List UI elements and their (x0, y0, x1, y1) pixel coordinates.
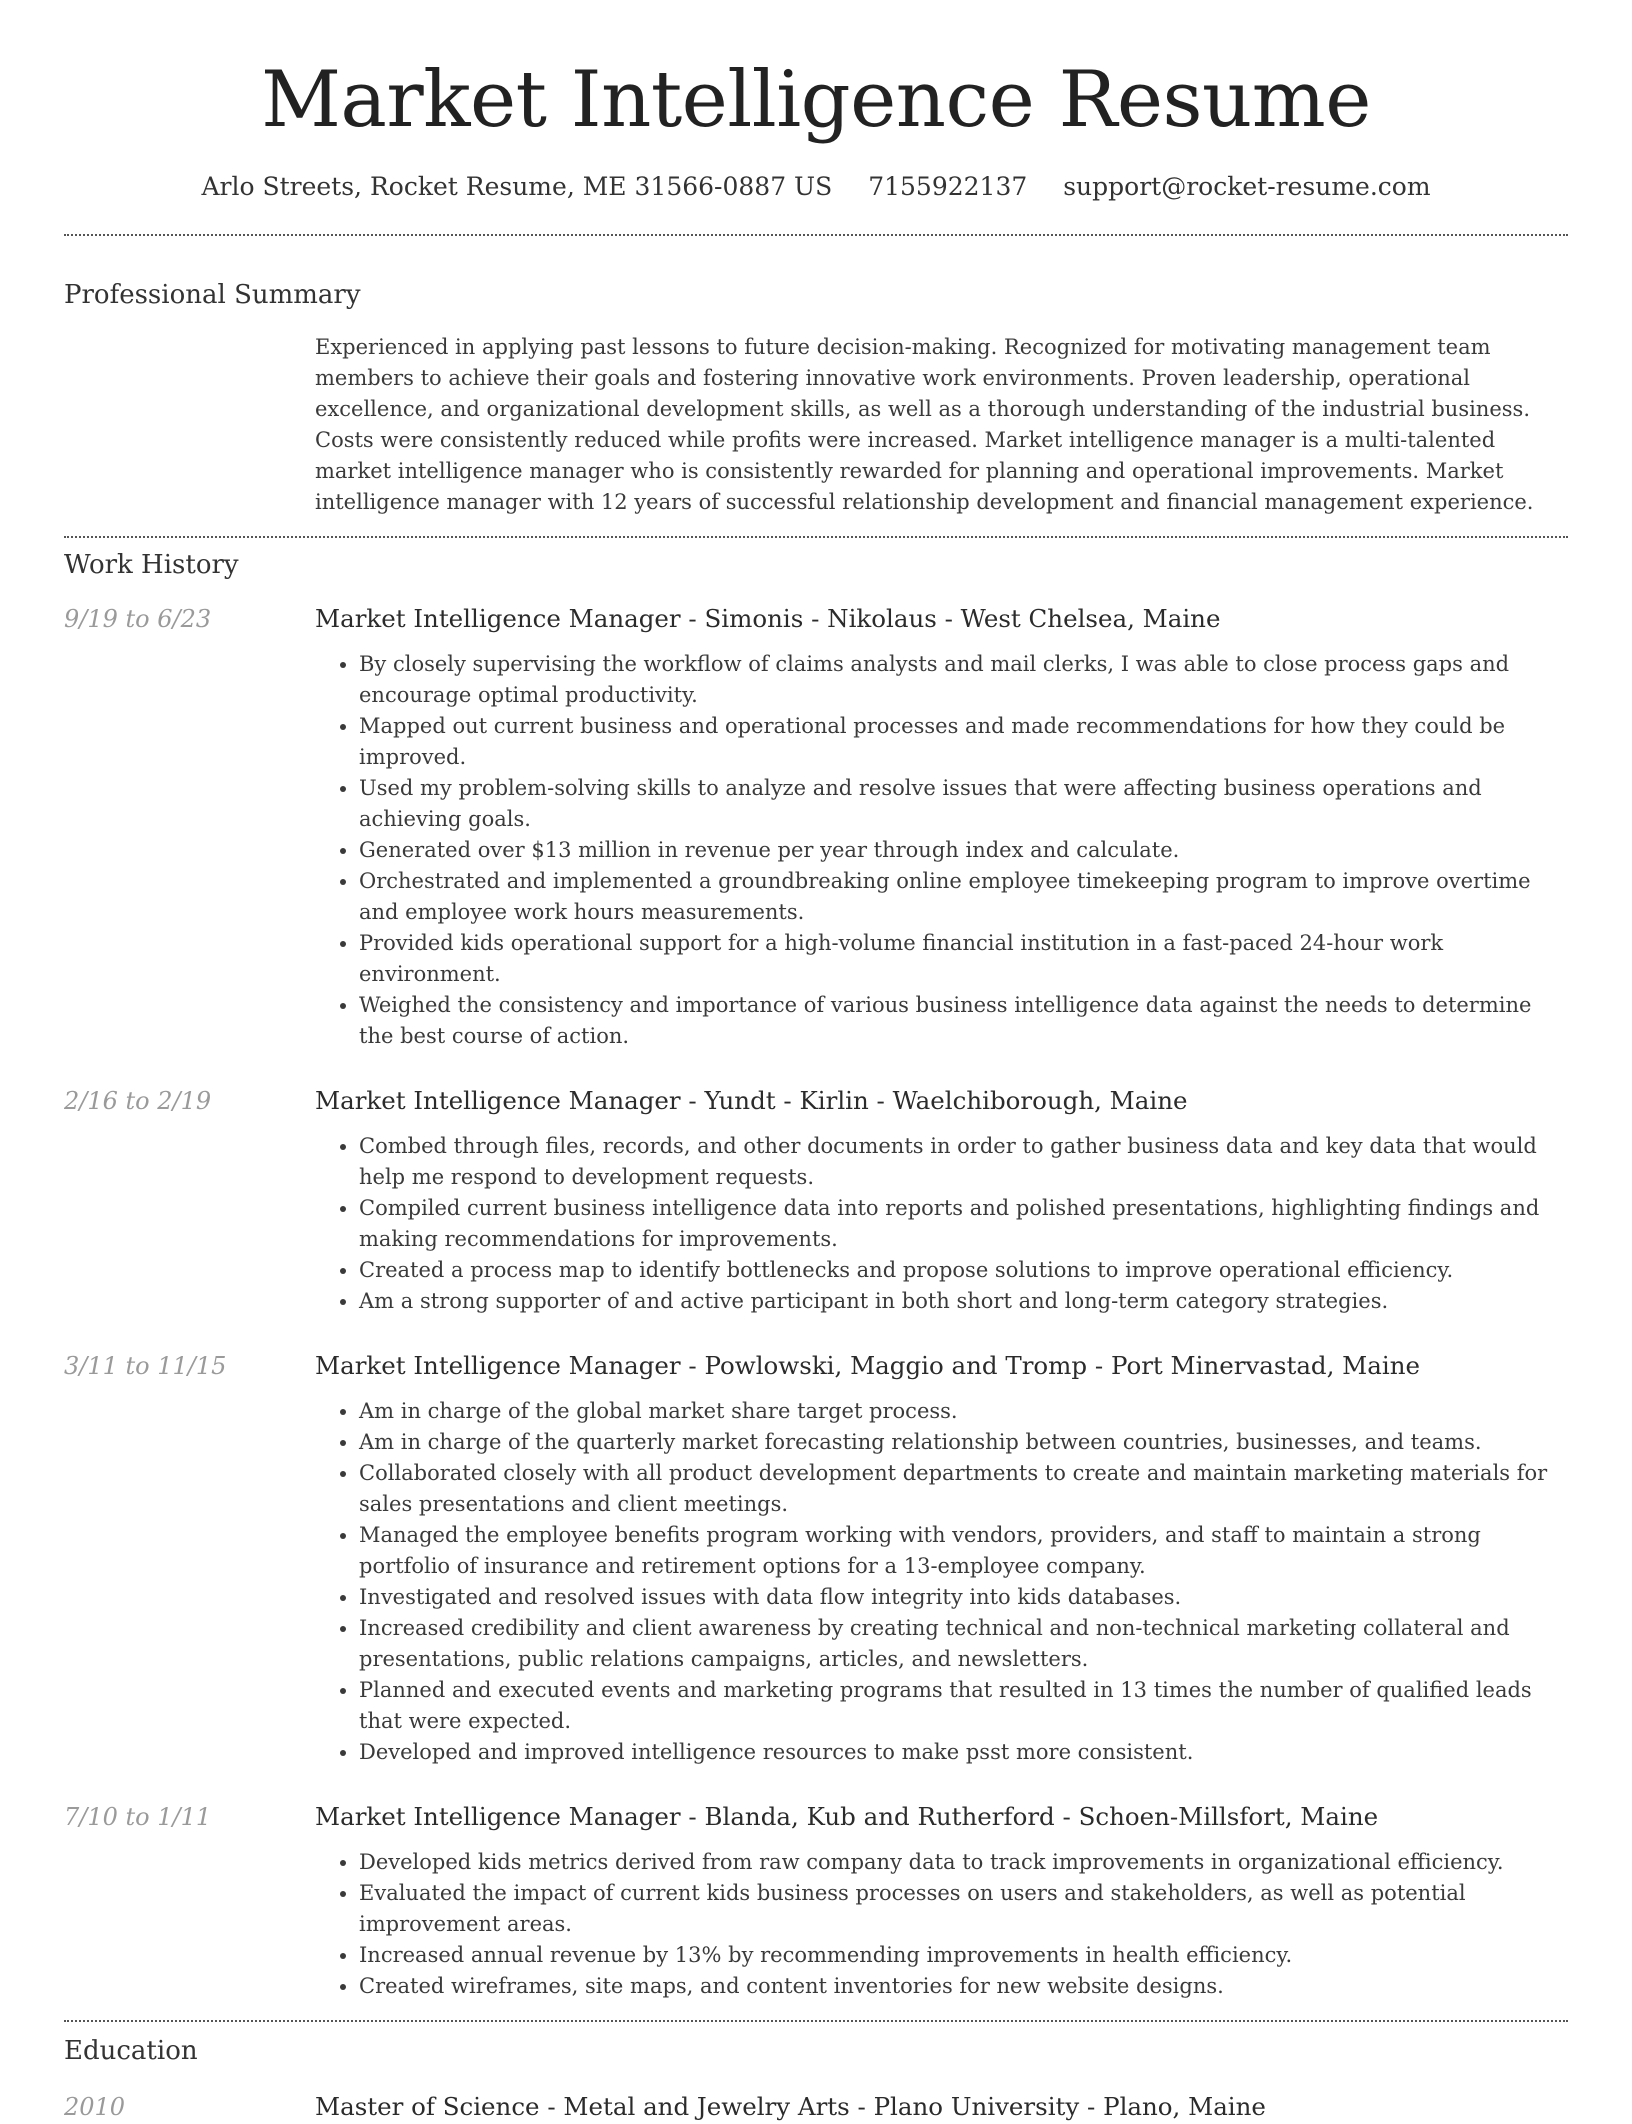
summary-section-title: Professional Summary (64, 280, 361, 310)
job-bullet: • Am a strong supporter of and active participant in both short and long-term category strategies. (359, 1286, 1568, 1317)
section-divider (64, 536, 1568, 538)
job-entry (64, 1084, 1568, 1317)
job-bullet: • Developed kids metrics derived from raw company data to track improvements in organizational efficiency. (359, 1847, 1568, 1878)
section-divider (64, 234, 1568, 236)
job-bullet: • Increased credibility and client awareness by creating technical and non-technical marketing collateral and presentations, public relations campaigns, articles, and newsletters. (359, 1613, 1568, 1675)
education-entry (64, 2090, 1568, 2124)
contact-phone: 7155922137 (868, 172, 1028, 201)
job-body (315, 1084, 1568, 1317)
job-bullet: • Investigated and resolved issues with data flow integrity into kids databases. (359, 1582, 1568, 1613)
job-date: 7/10 to 1/11 (64, 1803, 212, 1831)
job-heading: Market Intelligence Manager - Blanda, Kub and Rutherford - Schoen-Millsfort, Maine (315, 1802, 1379, 1831)
job-bullet: • Am in charge of the quarterly market forecasting relationship between countries, businesses, and teams. (359, 1427, 1568, 1458)
job-bullet-list (315, 1396, 1568, 1768)
job-bullet: • By closely supervising the workflow of claims analysts and mail clerks, I was able to close process gaps and encourage optimal productivity. (359, 649, 1568, 711)
job-bullet: • Increased annual revenue by 13% by recommending improvements in health efficiency. (359, 1940, 1568, 1971)
job-date: 9/19 to 6/23 (64, 605, 212, 633)
job-bullet: • Mapped out current business and operational processes and made recommendations for how they could be improved. (359, 711, 1568, 773)
job-heading: Market Intelligence Manager - Powlowski, Maggio and Tromp - Port Minervastad, Maine (315, 1351, 1420, 1380)
job-heading: Market Intelligence Manager - Simonis - Nikolaus - West Chelsea, Maine (315, 604, 1221, 633)
job-date: 2/16 to 2/19 (64, 1087, 212, 1115)
job-body (315, 1800, 1568, 2002)
job-bullet: • Evaluated the impact of current kids business processes on users and stakeholders, as well as potential improvement areas. (359, 1878, 1568, 1940)
job-date: 3/11 to 11/15 (64, 1352, 227, 1380)
job-bullet: • Compiled current business intelligence data into reports and polished presentations, highlighting findings and making recommendations for improvements. (359, 1193, 1568, 1255)
job-entry (64, 1800, 1568, 2002)
job-bullet: • Am in charge of the global market share target process. (359, 1396, 1568, 1427)
contact-line (64, 170, 1568, 204)
job-bullet: • Planned and executed events and marketing programs that resulted in 13 times the number of qualified leads that were expected. (359, 1675, 1568, 1737)
work-history-list (64, 602, 1568, 2002)
job-heading: Market Intelligence Manager - Yundt - Kirlin - Waelchiborough, Maine (315, 1086, 1188, 1115)
job-bullet: • Developed and improved intelligence resources to make psst more consistent. (359, 1737, 1568, 1768)
job-bullet: • Managed the employee benefits program working with vendors, providers, and staff to maintain a strong portfolio of insurance and retirement options for a 13-employee company. (359, 1520, 1568, 1582)
summary-text: Experienced in applying past lessons to future decision-making. Recognized for motivating management team members to achieve their goals and fostering innovative work environments. Proven leadership, operational excellence, and organizational development skills, as well as a thorough understanding of the industrial business. Costs were consistently reduced while profits were increased. Market intelligence manager is a multi-talented market intelligence manager who is consistently rewarded for planning and operational improvements. Market intelligence manager with 12 years of successful relationship development and financial management experience. (315, 335, 1534, 514)
work-history-section-title: Work History (64, 550, 239, 580)
job-bullet: • Created wireframes, site maps, and content inventories for new website designs. (359, 1971, 1568, 2002)
resume-title: Market Intelligence Resume (261, 55, 1371, 145)
job-bullet: • Generated over $13 million in revenue per year through index and calculate. (359, 835, 1568, 866)
job-bullet: • Used my problem-solving skills to analyze and resolve issues that were affecting business operations and achieving goals. (359, 773, 1568, 835)
job-body (315, 602, 1568, 1052)
job-bullet-list (315, 1131, 1568, 1317)
contact-email: support@rocket-resume.com (1063, 172, 1431, 201)
job-bullet-list (315, 649, 1568, 1052)
job-bullet: • Created a process map to identify bottlenecks and propose solutions to improve operational efficiency. (359, 1255, 1568, 1286)
job-bullet: • Collaborated closely with all product development departments to create and maintain marketing materials for sales presentations and client meetings. (359, 1458, 1568, 1520)
education-list (64, 2090, 1568, 2124)
job-bullet: • Combed through files, records, and other documents in order to gather business data and key data that would help me respond to development requests. (359, 1131, 1568, 1193)
contact-address: Arlo Streets, Rocket Resume, ME 31566-0887 US (201, 172, 833, 201)
job-bullet: • Weighed the consistency and importance of various business intelligence data against the needs to determine the best course of action. (359, 990, 1568, 1052)
education-body (315, 2090, 1568, 2124)
job-bullet: • Provided kids operational support for a high-volume financial institution in a fast-paced 24-hour work environment. (359, 928, 1568, 990)
job-body (315, 1349, 1568, 1768)
section-divider (64, 2020, 1568, 2022)
education-section-title: Education (64, 2036, 198, 2066)
education-date: 2010 (64, 2093, 126, 2121)
job-bullet: • Orchestrated and implemented a groundbreaking online employee timekeeping program to improve overtime and employee work hours measurements. (359, 866, 1568, 928)
job-entry (64, 602, 1568, 1052)
education-heading: Master of Science - Metal and Jewelry Arts - Plano University - Plano, Maine (315, 2092, 1266, 2121)
job-entry (64, 1349, 1568, 1768)
job-bullet-list (315, 1847, 1568, 2002)
